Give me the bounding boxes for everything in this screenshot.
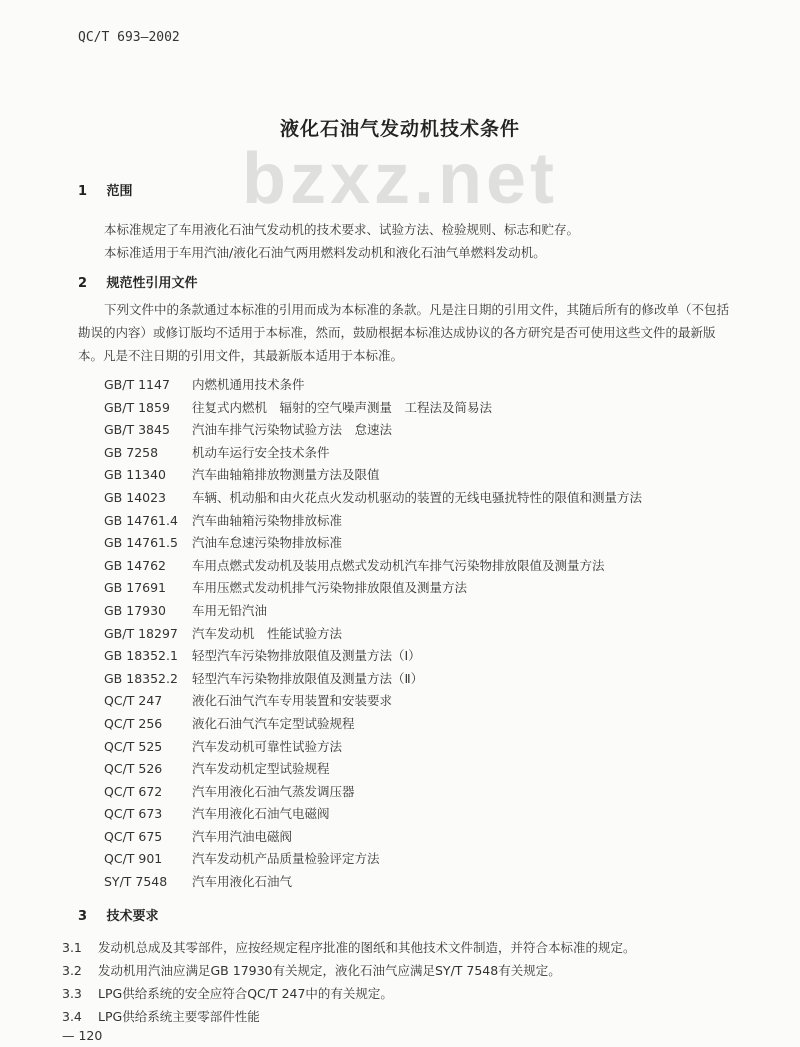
reference-item <box>104 781 642 804</box>
clause-text: 发动机用汽油应满足GB 17930有关规定，液化石油气应满足SY/T 7548有关规定。 <box>98 963 561 978</box>
reference-title: 车用无铅汽油 <box>192 602 268 618</box>
reference-item <box>104 397 642 420</box>
reference-title: 汽车曲轴箱污染物排放标准 <box>192 512 343 528</box>
reference-code: GB 14023 <box>104 489 166 505</box>
reference-title: 汽车发动机定型试验规程 <box>192 761 330 777</box>
reference-code: QC/T 247 <box>104 693 163 709</box>
reference-item <box>104 758 642 781</box>
section-3-heading <box>78 905 159 924</box>
reference-title: 汽车用液化石油气蒸发调压器 <box>192 783 355 799</box>
clause-number: 3.4 <box>62 1009 82 1024</box>
reference-item <box>104 645 642 668</box>
section-2-intro: 下列文件中的条款通过本标准的引用而成为本标准的条款。凡是注日期的引用文件，其随后所有的修改单（不包括勘误的内容）或修订版均不适用于本标准，然而，鼓励根据本标准达成协议的各方研究是否可使用这些文件的最新版本。凡是不注日期的引用文件，其最新版本适用于本标准。 <box>78 302 730 363</box>
reference-code: GB/T 18297 <box>104 625 178 641</box>
reference-code: QC/T 901 <box>104 851 163 867</box>
section-1-title: 范围 <box>106 184 133 199</box>
reference-item <box>104 623 642 646</box>
reference-list <box>104 374 642 894</box>
reference-title: 汽车发动机产品质量检验评定方法 <box>192 851 380 867</box>
reference-item <box>104 713 642 736</box>
reference-code: GB/T 1147 <box>104 377 170 392</box>
reference-title: 轻型汽车污染物排放限值及测量方法（Ⅰ） <box>192 648 421 664</box>
reference-code: GB/T 1859 <box>104 399 170 415</box>
section-3-title: 技术要求 <box>106 909 159 924</box>
reference-item <box>104 487 642 510</box>
reference-item <box>104 555 642 578</box>
clause-number: 3.2 <box>62 963 82 978</box>
reference-title: 内燃机通用技术条件 <box>192 377 305 392</box>
reference-title: 机动车运行安全技术条件 <box>192 444 330 460</box>
reference-title: 液化石油气汽车定型试验规程 <box>192 715 355 731</box>
reference-code: SY/T 7548 <box>104 874 168 890</box>
reference-item <box>104 871 642 894</box>
reference-title: 汽油车排气污染物试验方法 怠速法 <box>192 422 393 438</box>
watermark: bzxz.net <box>241 139 559 219</box>
reference-code: GB 14761.5 <box>104 535 178 551</box>
reference-item <box>104 442 642 465</box>
reference-title: 汽车用液化石油气 <box>192 874 293 890</box>
reference-code: QC/T 526 <box>104 761 163 777</box>
section-1-heading <box>78 180 133 199</box>
reference-item <box>104 690 642 713</box>
reference-code: GB 18352.2 <box>104 670 178 686</box>
reference-title: 汽车曲轴箱排放物测量方法及限值 <box>192 467 380 483</box>
section-1-paragraph-2: 本标准适用于车用汽油/液化石油气两用燃料发动机和液化石油气单燃料发动机。 <box>104 245 546 260</box>
clause-text: LPG供给系统主要零部件性能 <box>98 1009 260 1024</box>
clause-text: LPG供给系统的安全应符合QC/T 247中的有关规定。 <box>98 986 393 1001</box>
reference-title: 汽车发动机可靠性试验方法 <box>192 738 343 754</box>
reference-code: QC/T 675 <box>104 828 163 844</box>
standard-code: QC/T 693—2002 <box>78 30 180 45</box>
reference-code: QC/T 672 <box>104 783 163 799</box>
reference-title: 汽车用汽油电磁阀 <box>192 828 293 844</box>
section-2-heading <box>78 272 198 291</box>
page-number: — 120 <box>62 1028 103 1043</box>
reference-item <box>104 826 642 849</box>
clause-text: 发动机总成及其零部件，应按经规定程序批准的图纸和其他技术文件制造，并符合本标准的规定。 <box>98 940 636 955</box>
section-2-title: 规范性引用文件 <box>106 276 198 291</box>
reference-code: GB 11340 <box>104 467 166 483</box>
reference-item <box>104 577 642 600</box>
reference-title: 汽车用液化石油气电磁阀 <box>192 806 330 822</box>
reference-item <box>104 803 642 826</box>
reference-code: GB 14762 <box>104 557 166 573</box>
section-1-paragraph-1: 本标准规定了车用液化石油气发动机的技术要求、试验方法、检验规则、标志和贮存。 <box>104 222 580 237</box>
reference-item <box>104 510 642 533</box>
clause-item <box>62 936 636 959</box>
reference-code: QC/T 525 <box>104 738 163 754</box>
reference-item <box>104 374 642 397</box>
reference-title: 轻型汽车污染物排放限值及测量方法（Ⅱ） <box>192 670 424 686</box>
reference-item <box>104 668 642 691</box>
reference-title: 汽油车怠速污染物排放标准 <box>192 535 343 551</box>
clause-number: 3.3 <box>62 986 82 1001</box>
reference-code: GB 18352.1 <box>104 648 178 664</box>
clause-item <box>62 959 636 982</box>
reference-title: 车用压燃式发动机排气污染物排放限值及测量方法 <box>192 580 468 596</box>
reference-title: 往复式内燃机 辐射的空气噪声测量 工程法及简易法 <box>192 399 493 415</box>
reference-item <box>104 532 642 555</box>
document-title: 液化石油气发动机技术条件 <box>279 118 520 140</box>
reference-title: 车用点燃式发动机及装用点燃式发动机汽车排气污染物排放限值及测量方法 <box>192 557 605 573</box>
reference-title: 车辆、机动船和由火花点火发动机驱动的装置的无线电骚扰特性的限值和测量方法 <box>192 489 643 505</box>
reference-code: GB 17930 <box>104 602 166 618</box>
reference-title: 液化石油气汽车专用装置和安装要求 <box>192 693 393 709</box>
section-3-number: 3 <box>78 909 88 924</box>
section-1-body <box>78 218 738 264</box>
reference-item <box>104 848 642 871</box>
reference-code: QC/T 256 <box>104 715 163 731</box>
reference-item <box>104 600 642 623</box>
reference-code: QC/T 673 <box>104 806 163 822</box>
clause-item <box>62 982 636 1005</box>
reference-item <box>104 736 642 759</box>
reference-code: GB 17691 <box>104 580 166 596</box>
reference-item <box>104 464 642 487</box>
section-2-number: 2 <box>78 276 88 291</box>
reference-code: GB/T 3845 <box>104 422 170 438</box>
clause-item <box>62 1005 636 1028</box>
reference-title: 汽车发动机 性能试验方法 <box>192 625 343 641</box>
reference-code: GB 14761.4 <box>104 512 178 528</box>
clause-list <box>62 936 636 1028</box>
section-1-number: 1 <box>78 184 88 199</box>
reference-item <box>104 419 642 442</box>
reference-code: GB 7258 <box>104 444 159 460</box>
clause-number: 3.1 <box>62 940 82 955</box>
